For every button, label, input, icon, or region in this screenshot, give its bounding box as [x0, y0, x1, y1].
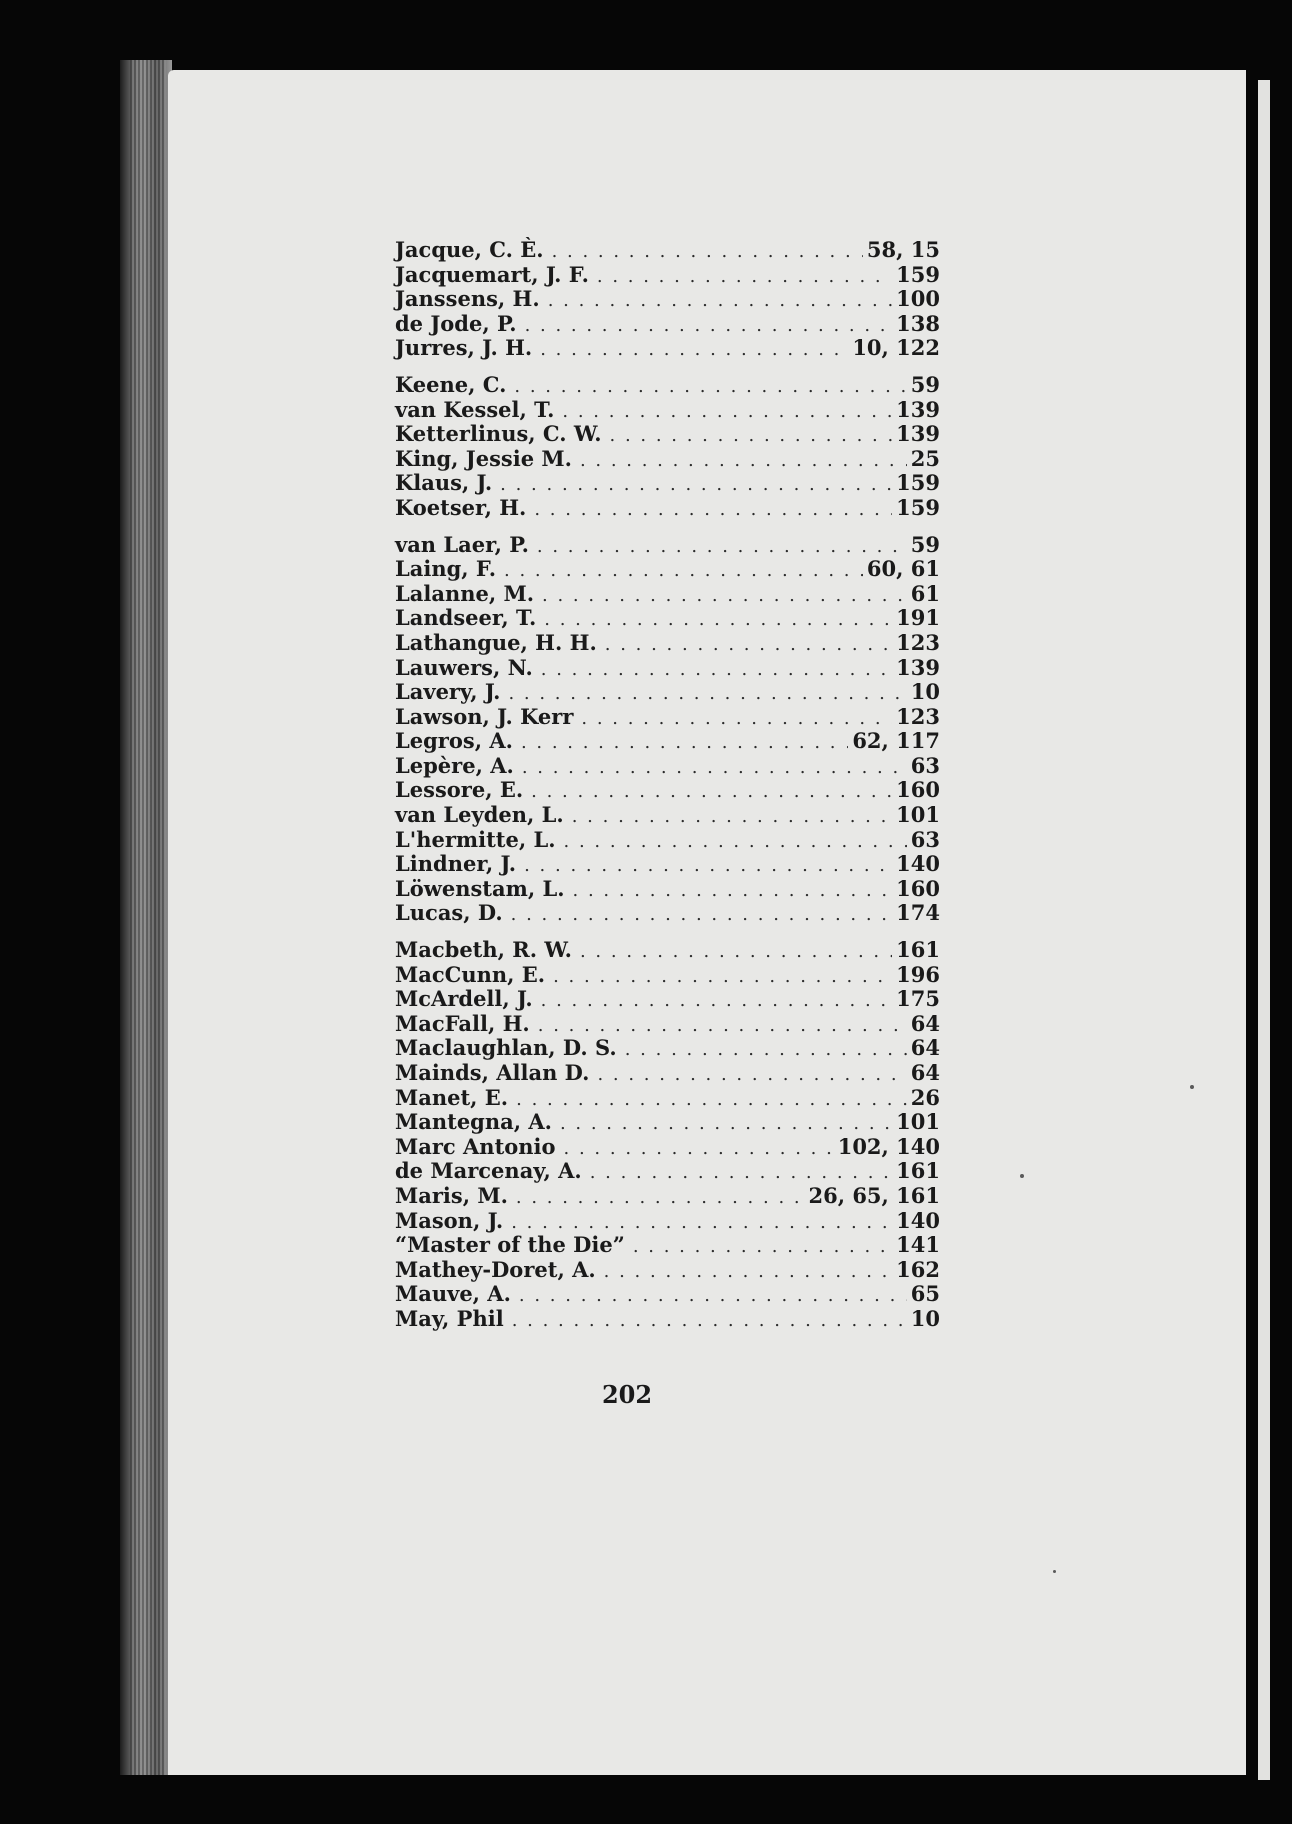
index-entry: [395, 901, 940, 926]
index-entry: [395, 1209, 940, 1234]
index-entry: [395, 680, 940, 705]
dot-leader: [597, 1063, 906, 1088]
entry-pages: 65: [910, 1281, 940, 1307]
entry-pages: 159: [896, 261, 940, 287]
entry-pages: 160: [896, 777, 940, 803]
entry-pages: 123: [896, 629, 940, 655]
entry-name: Laing, F.: [395, 556, 497, 582]
dot-leader: [604, 1260, 892, 1285]
index-entry: [395, 729, 940, 754]
entry-name: MacFall, H.: [395, 1010, 530, 1036]
index-entry: [395, 803, 940, 828]
entry-name: Löwenstam, L.: [395, 875, 565, 901]
entry-pages: 101: [896, 1109, 940, 1135]
paper-speck: [1190, 1085, 1194, 1089]
dot-leader: [633, 1235, 892, 1260]
index-entry: [395, 398, 940, 423]
entry-pages: 101: [896, 802, 940, 828]
entry-name: Maris, M.: [395, 1182, 508, 1208]
entry-pages: 102, 140: [837, 1133, 940, 1159]
index-entry: [395, 1184, 940, 1209]
index-entry: [395, 422, 940, 447]
entry-name: Lessore, E.: [395, 777, 524, 803]
dot-leader: [504, 559, 863, 584]
index-entry: [395, 963, 940, 988]
index-entry: [395, 447, 940, 472]
index-entry: [395, 1307, 940, 1332]
entry-pages: 139: [896, 396, 940, 422]
spine-texture: [130, 60, 166, 1775]
entry-pages: 10: [910, 1305, 940, 1331]
dot-leader: [537, 535, 907, 560]
dot-leader: [522, 756, 907, 781]
entry-name: Lalanne, M.: [395, 580, 535, 606]
dot-leader: [573, 879, 893, 904]
dot-leader: [516, 1088, 907, 1113]
entry-name: L'hermitte, L.: [395, 826, 556, 852]
entry-name: de Marcenay, A.: [395, 1158, 582, 1184]
entry-name: Janssens, H.: [395, 286, 540, 312]
entry-pages: 63: [910, 826, 940, 852]
index-entry: [395, 1086, 940, 1111]
entry-name: Mason, J.: [395, 1207, 504, 1233]
index-entry: [395, 336, 940, 361]
dot-leader: [508, 682, 906, 707]
index-entry: [395, 263, 940, 288]
entry-name: Lepère, A.: [395, 752, 514, 778]
entry-name: Landseer, T.: [395, 605, 537, 631]
index-entry: [395, 471, 940, 496]
entry-name: Ketterlinus, C. W.: [395, 421, 602, 447]
dot-leader: [564, 830, 907, 855]
entry-name: “Master of the Die”: [395, 1232, 625, 1258]
dot-leader: [525, 314, 893, 339]
index-entry: [395, 778, 940, 803]
index-entry: [395, 828, 940, 853]
index-entry: [395, 1282, 940, 1307]
entry-pages: 26: [910, 1084, 940, 1110]
entry-name: Manet, E.: [395, 1084, 509, 1110]
entry-pages: 59: [910, 531, 940, 557]
entry-name: MacCunn, E.: [395, 961, 546, 987]
entry-name: Macbeth, R. W.: [395, 937, 572, 963]
entry-pages: 58, 15: [866, 237, 940, 262]
entry-pages: 10: [910, 679, 940, 705]
entry-pages: 64: [910, 1010, 940, 1036]
dot-leader: [605, 633, 892, 658]
dot-leader: [512, 1309, 907, 1334]
entry-name: Jurres, J. H.: [395, 335, 533, 361]
dot-leader: [625, 1038, 907, 1063]
entry-pages: 160: [896, 875, 940, 901]
paper-speck: [1020, 1174, 1024, 1178]
index-entry: [395, 1135, 940, 1160]
index-entry: [395, 754, 940, 779]
entry-name: Lindner, J.: [395, 851, 517, 877]
entry-name: Koetser, H.: [395, 494, 527, 520]
entry-pages: 140: [896, 851, 940, 877]
dot-leader: [553, 965, 892, 990]
entry-pages: 162: [896, 1256, 940, 1282]
dot-leader: [564, 1137, 834, 1162]
index-entry: [395, 1110, 940, 1135]
dot-leader: [580, 449, 907, 474]
entry-name: Mantegna, A.: [395, 1109, 552, 1135]
entry-name: Mainds, Allan D.: [395, 1060, 590, 1085]
entry-pages: 138: [896, 310, 940, 336]
index-entry: [395, 631, 940, 656]
entry-name: Marc Antonio: [395, 1133, 556, 1159]
index-entry: [395, 1036, 940, 1061]
index-entry: [395, 1258, 940, 1283]
entry-pages: 161: [896, 1158, 940, 1184]
entry-pages: 60, 61: [866, 556, 940, 582]
entry-pages: 63: [910, 752, 940, 778]
entry-pages: 123: [896, 703, 940, 729]
entry-name: Lavery, J.: [395, 679, 501, 705]
entry-pages: 10, 122: [852, 335, 940, 361]
dot-leader: [541, 658, 892, 683]
dot-leader: [516, 1186, 805, 1211]
dot-leader: [580, 940, 892, 965]
entry-pages: 196: [896, 961, 940, 987]
paper-speck: [1053, 1570, 1056, 1573]
index-entry: [395, 938, 940, 963]
entry-name: Lauwers, N.: [395, 654, 533, 680]
entry-name: Jacque, C. È.: [395, 237, 544, 262]
entry-pages: 174: [896, 900, 940, 926]
entry-pages: 61: [910, 580, 940, 606]
index-list: [395, 238, 940, 1332]
index-entry: [395, 877, 940, 902]
index-entry: [395, 557, 940, 582]
entry-name: May, Phil: [395, 1305, 504, 1331]
dot-leader: [500, 473, 892, 498]
entry-pages: 161: [896, 937, 940, 963]
entry-pages: 140: [896, 1207, 940, 1233]
entry-pages: 62, 117: [852, 728, 940, 754]
index-entry: [395, 987, 940, 1012]
entry-pages: 25: [910, 445, 940, 471]
index-entry: [395, 852, 940, 877]
dot-leader: [562, 400, 892, 425]
dot-leader: [581, 707, 892, 732]
entry-name: van Laer, P.: [395, 531, 529, 557]
index-entry: [395, 373, 940, 398]
entry-name: de Jode, P.: [395, 310, 517, 336]
index-entry: [395, 1012, 940, 1037]
dot-leader: [519, 1284, 907, 1309]
entry-name: McArdell, J.: [395, 986, 533, 1012]
dot-leader: [572, 805, 892, 830]
entry-name: Lawson, J. Kerr: [395, 703, 574, 729]
dot-leader: [534, 498, 892, 523]
entry-pages: 100: [896, 286, 940, 312]
entry-pages: 175: [896, 986, 940, 1012]
dot-leader: [524, 854, 892, 879]
entry-name: van Kessel, T.: [395, 396, 555, 422]
entry-name: Mathey-Doret, A.: [395, 1256, 596, 1282]
index-entry: [395, 1061, 940, 1086]
entry-name: Keene, C.: [395, 371, 507, 397]
dot-leader: [514, 375, 906, 400]
entry-pages: 64: [910, 1035, 940, 1061]
dot-leader: [552, 240, 863, 265]
dot-leader: [541, 989, 893, 1014]
dot-leader: [610, 424, 893, 449]
entry-pages: 191: [896, 605, 940, 631]
dot-leader: [521, 731, 848, 756]
entry-name: Maclaughlan, D. S.: [395, 1035, 617, 1061]
index-entry: [395, 656, 940, 681]
entry-name: Legros, A.: [395, 728, 513, 754]
dot-leader: [531, 780, 892, 805]
entry-name: van Leyden, L.: [395, 802, 564, 828]
entry-pages: 26, 65, 161: [808, 1182, 940, 1208]
entry-pages: 64: [910, 1060, 940, 1085]
entry-name: Klaus, J.: [395, 470, 493, 496]
index-entry: [395, 287, 940, 312]
index-entry: [395, 238, 940, 263]
entry-pages: 139: [896, 654, 940, 680]
index-entry: [395, 606, 940, 631]
index-entry: [395, 496, 940, 521]
entry-pages: 159: [896, 494, 940, 520]
dot-leader: [511, 903, 893, 928]
index-entry: [395, 705, 940, 730]
entry-name: King, Jessie M.: [395, 445, 572, 471]
dot-leader: [540, 338, 848, 363]
page-number: 202: [601, 1380, 653, 1409]
entry-pages: 59: [910, 371, 940, 397]
index-entry: [395, 533, 940, 558]
entry-name: Jacquemart, J. F.: [395, 261, 589, 287]
entry-pages: 159: [896, 470, 940, 496]
dot-leader: [542, 584, 907, 609]
index-entry: [395, 582, 940, 607]
entry-name: Mauve, A.: [395, 1281, 511, 1307]
index-entry: [395, 1159, 940, 1184]
entry-pages: 139: [896, 421, 940, 447]
index-entry: [395, 312, 940, 337]
dot-leader: [597, 265, 892, 290]
dot-leader: [548, 289, 892, 314]
entry-name: Lucas, D.: [395, 900, 503, 926]
entry-name: Lathangue, H. H.: [395, 629, 597, 655]
next-page-edge: [1258, 80, 1270, 1780]
index-entry: [395, 1233, 940, 1258]
entry-pages: 141: [896, 1232, 940, 1258]
